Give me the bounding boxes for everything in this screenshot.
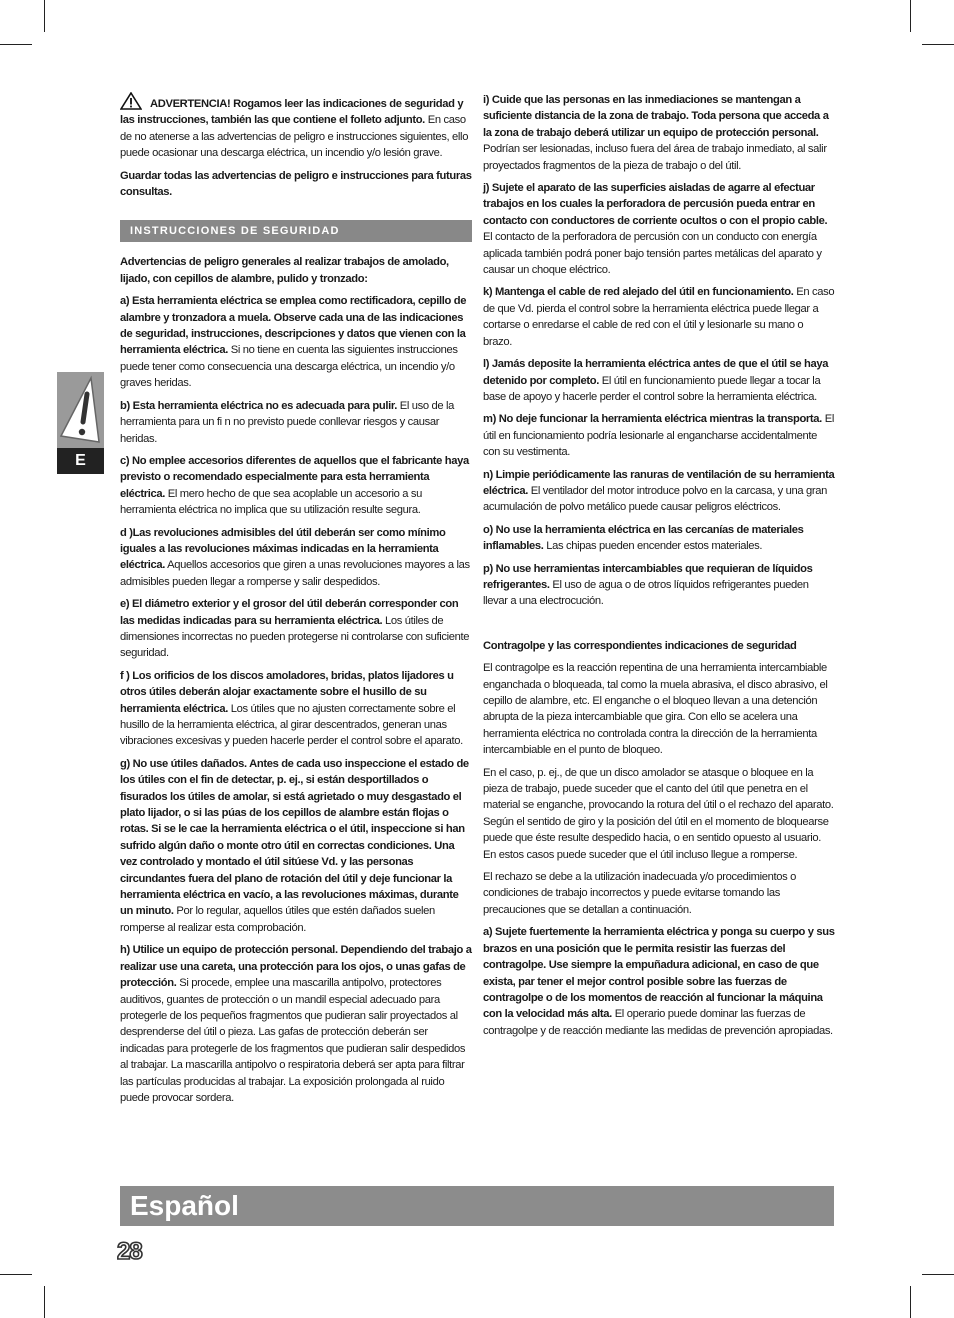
crop-mark [910, 0, 911, 32]
kickback-heading-text: Contragolpe y las correspondientes indicaciones de seguridad [483, 639, 797, 652]
language-side-tab [57, 372, 104, 474]
safety-item: p) No use herramientas intercambiables que requieran de líquidos refrigerantes. El uso de agua o de otros líquidos refrigerantes pueden llevar a una electrocución. [483, 562, 813, 608]
section-title-bar: INSTRUCCIONES DE SEGURIDAD [120, 220, 472, 242]
warning-text: En caso de no atenerse a las advertencias de peligro e instrucciones siguientes, ello puede ocasionar una descarga eléctrica, un incendio y/o lesión grave. [120, 114, 469, 160]
safety-item: g) No use útiles dañados. Antes de cada uso inspeccione el estado de los útiles con el fin de detectar, p. ej., si están desportillados o fisurados los útiles de amolar, si está agrietado o muy desgastado el plato lijador, o si las púas de los cepillos de alambre están flojas o rotas. Si se le cae la herramienta eléctrica o el útil, inspeccione si han sufrido algún daño o monte otro útil en correctas condiciones. Una vez controlado y montado el útil sitúese Vd. y las personas circundantes fuera del plano de rotación del útil y deje funcionar la herramienta eléctrica en vacío, a las revoluciones máximas, durante un minuto. Por lo regular, aquellos útiles que estén dañados suelen romperse al realizar esta comprobación. [120, 757, 469, 934]
crop-mark [0, 1274, 32, 1275]
warning-triangle-icon [120, 92, 142, 108]
kickback-heading [483, 638, 835, 654]
safety-item: h) Utilice un equipo de protección personal. Dependiendo del trabajo a realizar use una careta, una protección para los ojos, o unas gafas de protección. Si procede, emplee una mascarilla antipolvo, protectores auditivos, guantes de protección o un mandil especial adecuado para protegerle de los pequeños fragmentos que pudieran salir proyectados al desprenderse del útil o pieza. Las gafas de protección deberán ser indicadas para protegerle de los fragmentos que pudieran salir despedidos al trabajar. La mascarilla antipolvo o respiratoria deberá ser apta para filtrar las partículas producidas al trabajar. La exposición prolongada al ruido puede provocar sordera. [120, 944, 472, 1104]
crop-mark [910, 1286, 911, 1318]
language-footer-bar: Español [120, 1186, 834, 1226]
page-number: 28 [117, 1238, 142, 1265]
crop-mark [922, 44, 954, 45]
keep-instructions [120, 168, 472, 201]
safety-item: a) Sujete fuertemente la herramienta eléctrica y ponga su cuerpo y sus brazos en una posición que le permita resistir las fuerzas del contragolpe. Use siempre la empuñadura adicional, en caso de que exista, par tener el mejor control posible sobre las fuerzas de contragolpe o de los momentos de reacción al funcionar la máquina con la velocidad más alta. El operario puede dominar las fuerzas de contragolpe y de reacción mediante las medidas de prevención apropiadas. [483, 926, 835, 1037]
kickback-paragraph: El rechazo se debe a la utilización inadecuada y/o procedimientos o condiciones de trabajo incorrectos y puede evitarse tomando las precauciones que se detallan a continuación. [483, 871, 797, 916]
kickback-paragraph: En el caso, p. ej., de que un disco amolador se atasque o bloquee en la pieza de trabajo, puede suceder que el canto del útil que penetra en el material se enganche, provocando la rotura del útil o el rechazo del aparato. Según el sentido de giro y la posición del útil en el momento de bloquearse puede que éste resulte despedido hacia, o en sentido opuesto al usuario. En estos casos puede suceder que el útil incluso llegue a romperse. [483, 766, 834, 861]
general-heading-text: Advertencias de peligro generales al realizar trabajos de amolado, lijado, con cepillos de alambre, pulido y tronzado: [120, 256, 449, 285]
safety-item: e) El diámetro exterior y el grosor del útil deberán corresponder con las medidas indicadas para su herramienta eléctrica. Los útiles de dimensiones incorrectas no pueden protegerse ni controlarse con suficiente seguridad. [120, 598, 470, 660]
warning-bold-text: ADVERTENCIA! Rogamos leer las indicaciones de seguridad y las instrucciones, también las que contiene el folleto adjunto. [120, 98, 464, 127]
safety-item: o) No use la herramienta eléctrica en las cercanías de materiales inflamables. Las chipas pueden encender estos materiales. [483, 523, 804, 553]
general-heading [120, 254, 472, 287]
warning-exclamation-icon [57, 372, 104, 448]
safety-item: l) Jamás deposite la herramienta eléctrica antes de que el útil se haya detenido por completo. El útil en funcionamiento puede llegar a tocar la base de apoyo y hacerle perder el control sobre la herramienta eléctrica. [483, 358, 829, 403]
safety-item: a) Esta herramienta eléctrica se emplea como rectificadora, cepillo de alambre y tronzadora a muela. Observe cada una de las indicaciones de seguridad, instrucciones, descripciones y datos que vienen con la herramienta eléctrica. Si no tiene en cuenta las siguientes instrucciones puede tener como consecuencia una descarga eléctrica, un incendio y/o graves heridas. [120, 295, 467, 390]
crop-mark [44, 1286, 45, 1318]
spacer [483, 616, 835, 638]
crop-mark [922, 1274, 954, 1275]
right-column [483, 92, 835, 1045]
crop-mark [0, 44, 32, 45]
left-column [120, 92, 472, 1112]
safety-item: c) No emplee accesorios diferentes de aquellos que el fabricante haya previsto o recomendado especialmente para esta herramienta eléctrica. El mero hecho de que sea acoplable un accesorio a su herramienta eléctrica no implica que su utilización resulte segura. [120, 454, 469, 517]
safety-item: d )Las revoluciones admisibles del útil deberán ser como mínimo iguales a las revoluciones máximas indicadas en la herramienta eléctrica. Aquellos accesorios que giren a unas revoluciones mayores a las admisibles pueden llegar a romperse y salir despedidos. [120, 526, 470, 588]
safety-item: i) Cuide que las personas en las inmediaciones se mantengan a suficiente distancia de la zona de trabajo. Toda persona que acceda a la zona de trabajo deberá utilizar un equipo de protección personal. Podrían ser lesionadas, incluso fuera del área de trabajo inmediato, al salir proyectados fragmentos de la pieza de trabajo o del útil. [483, 94, 829, 172]
safety-item: n) Limpie periódicamente las ranuras de ventilación de su herramienta eléctrica. El ventilador del motor introduce polvo en la carcasa, y una gran acumulación de polvo metálico puede causar peligros eléctricos. [483, 468, 835, 514]
crop-mark [44, 0, 45, 32]
safety-item: b) Esta herramienta eléctrica no es adecuada para pulir. El uso de la herramienta para un fi n no previsto puede conllevar riesgos y causar heridas. [120, 399, 455, 445]
safety-item: m) No deje funcionar la herramienta eléctrica mientras la transporta. El útil en funcionamiento podría lesionarle al engancharse accidentalmente con su vestimenta. [483, 413, 834, 459]
safety-item: j) Sujete el aparato de las superficies aisladas de agarre al efectuar trabajos en los cuales la perforadora de percusión pueda entrar en contacto con conductores de corriente ocultos o con el propio cable. El contacto de la perforadora de percusión con un conducto con energía aplicada también podrá poner bajo tensión partes metálicas del aparato y causar un choque eléctrico. [483, 182, 828, 277]
kickback-paragraph: El contragolpe es la reacción repentina de una herramienta intercambiable enganchada o bloqueada, tal como la muela abrasiva, el disco abrasivo, el cepillo de alambre, etc. El enganche o el bloqueo llevan a una detención abrupta de la pieza intercambiable que gira. Con ello se acelera una herramienta eléctrica no controlada contra la dirección de la herramienta intercambiable en el punto de bloqueo. [483, 662, 828, 757]
warning-paragraph [120, 92, 472, 162]
safety-item: k) Mantenga el cable de red alejado del útil en funcionamiento. En caso de que Vd. pierda el control sobre la herramienta eléctrica puede llegar a cortarse o enredarse el cable de red con el útil y lesionarle su mano o brazo. [483, 286, 835, 348]
safety-item: f ) Los orificios de los discos amoladores, bridas, platos lijadores u otros útiles deberán alojar exactamente sobre el husillo de su herramienta eléctrica. Los útiles que no ajusten correctamente sobre el husillo de la herramienta eléctrica, al girar descentrados, generan unas vibraciones excesivas y pueden hacerle perder el control sobre el aparato. [120, 669, 463, 748]
keep-instructions-text: Guardar todas las advertencias de peligro e instrucciones para futuras consultas. [120, 169, 472, 199]
language-letter: E [57, 448, 104, 474]
